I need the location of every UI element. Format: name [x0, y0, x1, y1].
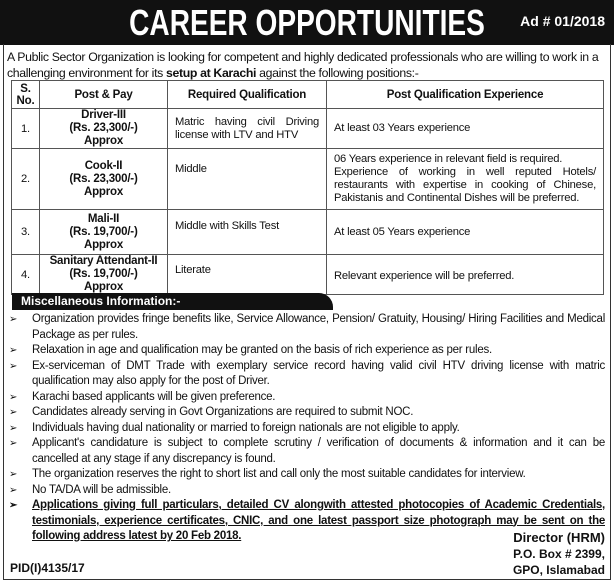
- list-item: [9, 405, 605, 421]
- item-text: Applications giving full particulars, detailed CV alongwith attested photocopies of Academic Credentials, testimonials, experience certificates, CNIC, and one latest passport size photograph may be sent on the following address latest by 20 Feb 2018.: [32, 499, 605, 542]
- col-sno: S. No.: [12, 81, 40, 109]
- item-text: Relaxation in age and qualification may be granted on the basis of rich experience as per rules.: [32, 344, 492, 356]
- list-item: [9, 343, 605, 359]
- experience: At least 05 Years experience: [327, 210, 604, 255]
- arrow-bullet-icon: ➢: [9, 469, 18, 480]
- col-qualification: Required Qualification: [168, 81, 327, 109]
- list-item: [9, 359, 605, 390]
- qualification: Matric having civil Driving license with LTV and HTV: [168, 109, 327, 149]
- experience-line: 06 Years experience in relevant field is required.: [334, 153, 563, 165]
- item-text: The organization reserves the right to short list and call only the most suitable candidates for interview.: [32, 468, 526, 480]
- qualification: Middle with Skills Test: [168, 210, 327, 255]
- post-pay: [40, 149, 168, 210]
- experience-line: Experience of working in well reputed Hotels/ restaurants with expertise in cooking of Chinese, Pakistanis and Continental Dishes will be preferred.: [334, 166, 596, 204]
- list-item: [9, 467, 605, 483]
- approx: Approx: [83, 281, 124, 293]
- list-item: [9, 436, 605, 467]
- sno: 3.: [12, 210, 40, 255]
- col-post: Post & Pay: [40, 81, 168, 109]
- arrow-bullet-icon: ➢: [9, 345, 18, 356]
- experience: [327, 149, 604, 210]
- arrow-bullet-icon: ➢: [9, 314, 18, 325]
- item-text: Candidates already serving in Govt Organizations are required to submit NOC.: [32, 406, 414, 418]
- address-line: Director (HRM): [513, 530, 605, 545]
- item-text: Karachi based applicants will be given preference.: [32, 390, 276, 403]
- item-text: Ex-serviceman of DMT Trade with exemplary service record having valid civil HTV driving license with matric qualification may also apply for the post of Driver.: [32, 359, 605, 387]
- post: Driver-III: [81, 109, 126, 121]
- ad-number: Ad # 01/2018: [520, 13, 605, 29]
- intro-part: against the following positions:-: [256, 66, 419, 80]
- pid-number: PID(I)4135/17: [10, 561, 85, 575]
- table-row: [12, 109, 604, 149]
- intro-text: [7, 49, 607, 81]
- pay: (Rs. 19,700/-): [69, 225, 138, 238]
- qualification: Literate: [168, 255, 327, 295]
- approx: Approx: [83, 185, 124, 198]
- experience: Relevant experience will be preferred.: [327, 255, 604, 295]
- sno: 4.: [12, 255, 40, 295]
- header-band: [0, 0, 614, 45]
- list-item: [9, 312, 605, 343]
- arrow-bullet-icon: ➢: [9, 407, 18, 418]
- item-text: No TA/DA will be admissible.: [32, 483, 171, 496]
- list-item: [9, 421, 605, 437]
- arrow-bullet-icon: ➢: [9, 422, 18, 434]
- approx: Approx: [83, 135, 124, 147]
- sno: 1.: [12, 109, 40, 149]
- post-pay: [40, 255, 168, 295]
- arrow-bullet-icon: ➢: [9, 438, 18, 449]
- misc-heading: Miscellaneous Information:-: [12, 293, 333, 310]
- pay: (Rs. 19,700/-): [69, 268, 138, 280]
- page-title: CAREER OPPORTUNITIES: [129, 2, 485, 43]
- post: Sanitary Attendant-II: [49, 255, 158, 267]
- address-line: P.O. Box # 2399,: [513, 547, 605, 561]
- arrow-bullet-icon: ➢: [9, 484, 18, 496]
- pay: (Rs. 23,300/-): [69, 172, 138, 185]
- approx: Approx: [83, 238, 124, 251]
- table-row: [12, 255, 604, 295]
- item-text: Organization provides fringe benefits like, Service Allowance, Pension/ Gratuity, Housing/ Hiring Facilities and Medical Package as per rules.: [32, 313, 605, 341]
- arrow-bullet-icon: ➢: [9, 360, 18, 372]
- address-line: GPO, Islamabad: [512, 563, 605, 577]
- table-row: [12, 210, 604, 255]
- address-block: [513, 530, 605, 578]
- post-pay: [40, 109, 168, 149]
- qualification: Middle: [168, 149, 327, 210]
- item-text: Applicant's candidature is subject to complete scrutiny / verification of documents & information and it can be cancelled at any stage if any discrepancy is found.: [32, 437, 605, 465]
- positions-table: [11, 80, 604, 295]
- intro-part: A Public Sector Organization is looking for competent and highly dedicated professionals who are willing to work in a challenging environment for its: [7, 50, 599, 80]
- col-experience: Post Qualification Experience: [327, 81, 604, 109]
- arrow-bullet-icon: ➢: [9, 500, 18, 511]
- arrow-bullet-icon: ➢: [9, 391, 18, 403]
- intro-location: setup at Karachi: [166, 66, 257, 80]
- list-item: [9, 390, 605, 406]
- sno: 2.: [12, 149, 40, 210]
- table-header: [12, 81, 604, 109]
- misc-list: [9, 312, 605, 545]
- post: Mali-II: [87, 212, 120, 225]
- item-text: Individuals having dual nationality or married to foreign nationals are not eligible to apply.: [32, 421, 460, 434]
- table-row: [12, 149, 604, 210]
- post: Cook-II: [84, 159, 123, 172]
- pay: (Rs. 23,300/-): [69, 122, 138, 134]
- list-item: [9, 483, 605, 499]
- experience: At least 03 Years experience: [327, 109, 604, 149]
- post-pay: [40, 210, 168, 255]
